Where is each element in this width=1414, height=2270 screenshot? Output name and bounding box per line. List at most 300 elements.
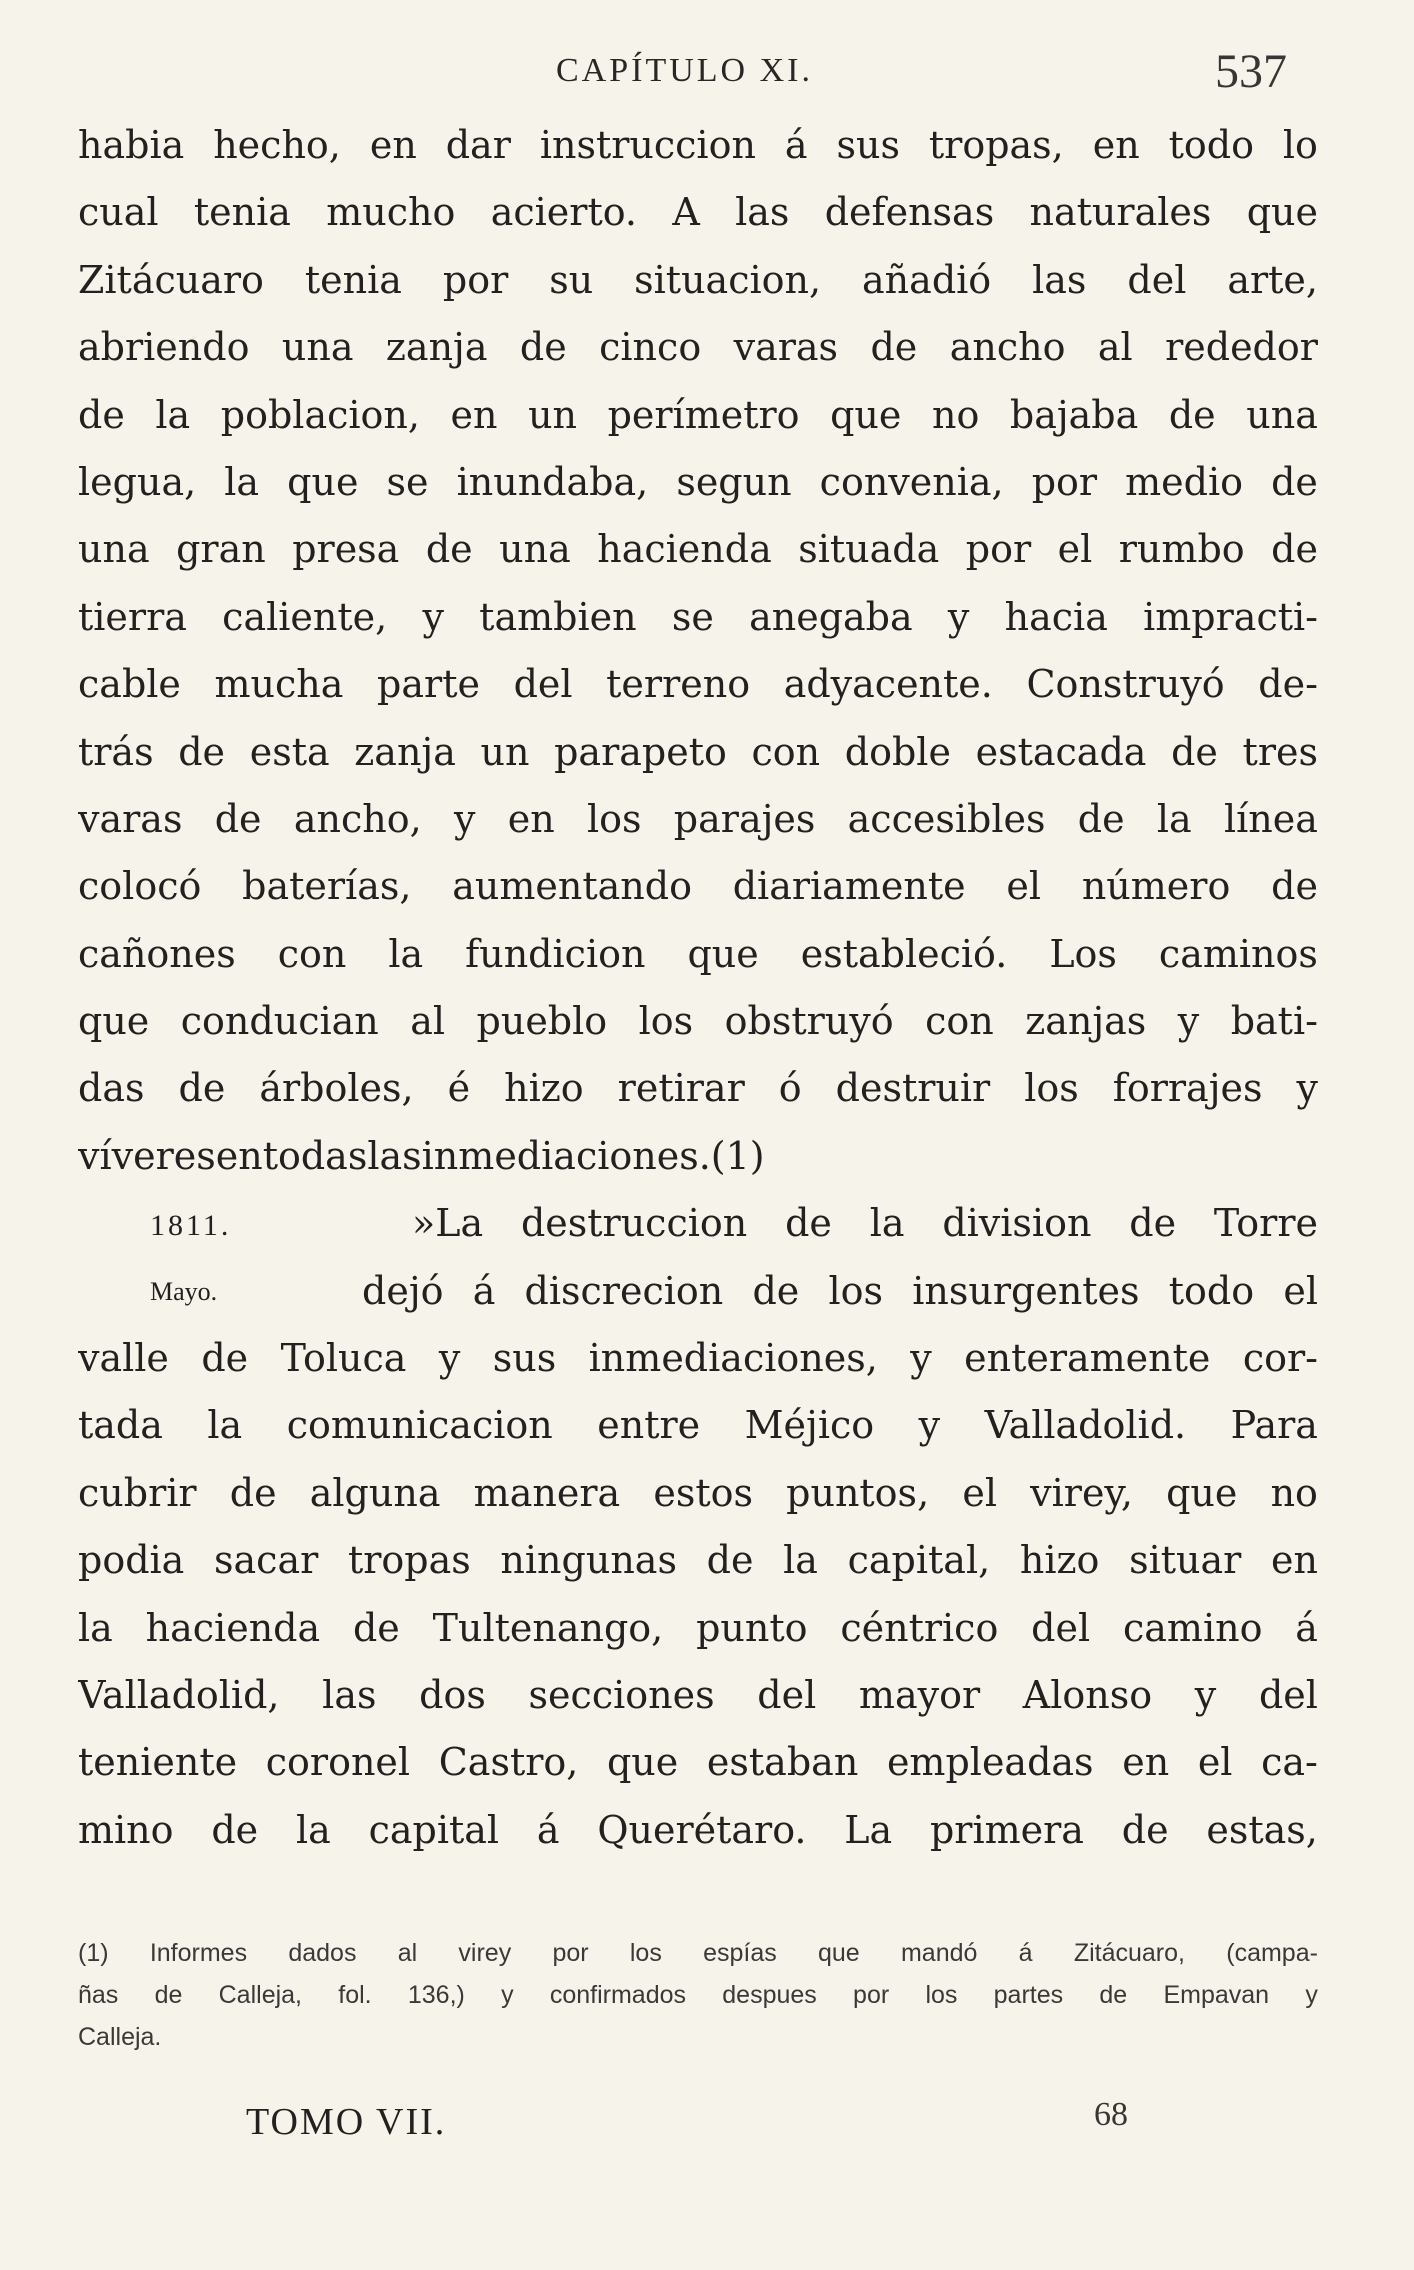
word: varas: [733, 325, 839, 370]
word: por: [965, 527, 1032, 572]
word: lo: [1282, 123, 1318, 167]
word: una: [78, 527, 150, 572]
word: instruccion: [539, 123, 756, 167]
word: á: [1018, 1939, 1033, 1967]
word: á: [472, 1268, 496, 1313]
word: capital: [368, 1807, 500, 1852]
text-line: [78, 1325, 1318, 1392]
word: los: [1024, 1066, 1079, 1111]
word: por: [442, 257, 509, 302]
word: entre: [597, 1403, 701, 1448]
word: zanjas: [1025, 999, 1147, 1044]
text-line: [78, 921, 1318, 988]
word: á: [1295, 1605, 1318, 1650]
text-line: [78, 651, 1318, 718]
word: partes: [993, 1981, 1064, 2009]
word: Zitácuaro,: [1073, 1939, 1185, 1967]
word: y: [438, 1336, 461, 1381]
word: caliente,: [222, 594, 388, 639]
word: hecho,: [213, 123, 341, 167]
word: despues: [722, 1981, 817, 2009]
word: línea: [1223, 796, 1318, 841]
text-line: [78, 1729, 1318, 1796]
word: cinco: [599, 325, 702, 370]
word: Querétaro.: [597, 1807, 807, 1852]
word: de: [519, 325, 567, 370]
body-text: [78, 112, 1318, 1864]
word: y: [1305, 1981, 1318, 2009]
word: de: [229, 1470, 277, 1515]
word: destruccion: [520, 1201, 748, 1246]
word: de: [1168, 392, 1216, 437]
word: añadió: [862, 257, 992, 302]
word: una: [499, 527, 571, 572]
word: los: [925, 1981, 958, 2009]
word: un: [480, 729, 530, 774]
word: camino: [1122, 1605, 1263, 1650]
word: del: [513, 662, 573, 707]
text-line: [78, 1123, 1318, 1190]
word: primera: [929, 1807, 1084, 1852]
word: de: [1129, 1201, 1177, 1246]
text-line: [78, 584, 1318, 651]
word: (1): [78, 1939, 109, 1967]
word: un: [528, 392, 578, 437]
word: »La: [412, 1201, 484, 1246]
word: gran: [176, 527, 266, 572]
word: bajaba: [1009, 392, 1139, 437]
word: empleadas: [886, 1740, 1094, 1785]
word: al: [397, 1939, 418, 1967]
word: las: [735, 190, 790, 235]
word: el: [1283, 1268, 1318, 1313]
text-line: [78, 1460, 1318, 1527]
word: confirmados: [549, 1981, 687, 2009]
word: de: [752, 1268, 800, 1313]
word: se: [386, 459, 429, 504]
word: de: [201, 1336, 249, 1381]
word: el: [1006, 864, 1042, 909]
word: accesibles: [847, 796, 1046, 841]
word: de: [214, 796, 262, 841]
word: las: [367, 1133, 422, 1178]
text-line: [78, 179, 1318, 246]
word: el: [1057, 527, 1093, 572]
word: obstruyó: [724, 999, 894, 1044]
word: Toluca: [280, 1336, 407, 1381]
word: y: [947, 594, 970, 639]
word: rumbo: [1118, 527, 1245, 572]
text-line-with-month: [78, 1258, 1318, 1325]
word: ca-: [1261, 1740, 1318, 1785]
marginal-note-year: 1811.: [150, 1209, 232, 1243]
word: Calleja.: [78, 2023, 162, 2051]
word: una: [281, 325, 354, 370]
word: Zitácuaro: [78, 257, 264, 302]
word: parapeto: [554, 729, 727, 774]
word: ancho,: [293, 796, 422, 841]
word: destruir: [835, 1066, 991, 1111]
word: cual: [78, 190, 159, 235]
word: hizo: [1019, 1538, 1100, 1583]
word: adyacente.: [783, 662, 993, 707]
word: en: [369, 123, 417, 167]
word: (campa-: [1226, 1939, 1318, 1967]
word: hacienda: [145, 1605, 321, 1650]
word: Los: [1049, 931, 1117, 976]
word: y: [1194, 1672, 1217, 1717]
word: mucho: [326, 190, 456, 235]
word: la: [207, 1403, 243, 1448]
word: varas: [78, 796, 183, 841]
word: que: [818, 1939, 860, 1967]
word: conducian: [180, 999, 379, 1044]
text-line: [78, 382, 1318, 449]
word: que: [606, 1740, 679, 1785]
word: secciones: [528, 1672, 715, 1717]
word: Empavan: [1163, 1981, 1270, 2009]
word: cañones: [78, 931, 236, 976]
word: discrecion: [524, 1268, 724, 1313]
word: de: [1171, 729, 1218, 774]
footnote-line: [78, 2016, 1318, 2058]
word: ningunas: [500, 1538, 677, 1583]
word: céntrico: [840, 1605, 999, 1650]
word: tambien: [479, 594, 637, 639]
word: de: [785, 1201, 832, 1246]
word: cable: [78, 662, 181, 707]
word: número: [1081, 864, 1231, 909]
word: el: [962, 1470, 997, 1515]
word: ó: [778, 1066, 802, 1111]
word: la: [869, 1201, 905, 1246]
word: espías: [703, 1939, 777, 1967]
word: de: [870, 325, 918, 370]
word: acierto.: [490, 190, 638, 235]
word: doble: [844, 729, 951, 774]
text-line: [78, 314, 1318, 381]
text-line: [78, 1662, 1318, 1729]
word: sus: [836, 123, 900, 167]
word: por: [853, 1981, 890, 2009]
word: que: [78, 999, 150, 1044]
word: tenia: [304, 257, 402, 302]
word: naturales: [1029, 190, 1212, 235]
word: todo: [1168, 123, 1254, 167]
word: Tultenango,: [432, 1605, 664, 1650]
word: dados: [288, 1939, 357, 1967]
text-line: [78, 853, 1318, 920]
word: con: [751, 729, 821, 774]
word: medio: [1125, 459, 1244, 504]
page-number: 537: [1215, 45, 1287, 98]
word: terreno: [606, 662, 751, 707]
word: en: [1122, 1740, 1170, 1785]
word: árboles,: [259, 1066, 414, 1111]
word: en: [215, 1133, 263, 1178]
word: ñas: [78, 1981, 119, 2009]
word: y: [453, 796, 476, 841]
word: no: [1270, 1470, 1318, 1515]
word: manera: [473, 1470, 621, 1515]
word: y: [918, 1403, 941, 1448]
text-line: [78, 1392, 1318, 1459]
word: del: [1127, 257, 1187, 302]
word: virey,: [1030, 1470, 1133, 1515]
word: Castro,: [438, 1740, 579, 1785]
word: sacar: [214, 1538, 319, 1583]
text-line: [78, 1527, 1318, 1594]
word: Para: [1230, 1403, 1318, 1448]
word: de-: [1258, 662, 1318, 707]
word: ancho: [949, 325, 1066, 370]
word: poblacion,: [220, 392, 420, 437]
word: arte,: [1227, 257, 1318, 302]
word: mandó: [900, 1939, 978, 1967]
text-line: [78, 112, 1318, 179]
word: por: [552, 1939, 589, 1967]
word: víveres: [78, 1133, 216, 1178]
word: en: [450, 392, 498, 437]
text-line: [78, 516, 1318, 583]
word: forrajes: [1112, 1066, 1263, 1111]
word: zanja: [354, 729, 456, 774]
word: que: [1246, 190, 1318, 235]
word: legua,: [78, 459, 197, 504]
word: por: [1031, 459, 1098, 504]
word: de: [706, 1538, 754, 1583]
word: situada: [798, 527, 940, 572]
word: y: [422, 594, 444, 639]
text-line: [78, 247, 1318, 314]
word: de: [178, 1066, 226, 1111]
word: la: [295, 1807, 331, 1852]
word: que: [287, 459, 359, 504]
text-line: [78, 1595, 1318, 1662]
word: estaban: [706, 1740, 859, 1785]
word: dar: [445, 123, 511, 167]
word: que: [1166, 1470, 1238, 1515]
word: parajes: [673, 796, 816, 841]
word: impracti-: [1143, 594, 1318, 639]
word: trás: [78, 729, 154, 774]
word: la: [78, 1605, 113, 1650]
word: una: [1246, 392, 1318, 437]
word: anegaba: [749, 594, 913, 639]
word: habia: [78, 123, 185, 167]
word: que: [687, 931, 759, 976]
word: de: [1077, 796, 1125, 841]
word: Calleja,: [218, 1981, 302, 2009]
word: hizo: [504, 1066, 584, 1111]
word: de: [178, 729, 226, 774]
word: sus: [492, 1336, 557, 1381]
word: cor-: [1242, 1336, 1318, 1381]
word: inmediaciones,: [588, 1336, 878, 1381]
word: á: [536, 1807, 560, 1852]
word: y: [1177, 999, 1200, 1044]
word: de: [1121, 1807, 1169, 1852]
word: los: [586, 796, 642, 841]
word: tierra: [78, 594, 187, 639]
word: la: [783, 1538, 818, 1583]
word: 136,): [407, 1981, 465, 2009]
word: presa: [292, 527, 400, 572]
word: virey: [458, 1939, 512, 1967]
word: al: [1097, 325, 1133, 370]
footnote: [78, 1932, 1318, 2058]
word: Torre: [1213, 1201, 1318, 1246]
word: pueblo: [476, 999, 608, 1044]
word: no: [931, 392, 980, 437]
word: con: [277, 931, 347, 976]
text-line-content: [362, 1258, 1318, 1325]
text-line: [78, 1055, 1318, 1122]
word: cubrir: [78, 1470, 197, 1515]
word: puntos,: [786, 1470, 930, 1515]
footnote-line: [78, 1974, 1318, 2016]
word: inundaba,: [456, 459, 649, 504]
word: se: [671, 594, 714, 639]
word: esta: [249, 729, 330, 774]
word: tada: [78, 1403, 163, 1448]
word: en: [1092, 123, 1140, 167]
word: al: [410, 999, 446, 1044]
text-line-content: [412, 1190, 1318, 1257]
word: Informes: [149, 1939, 248, 1967]
word: la: [1156, 796, 1192, 841]
word: caminos: [1158, 931, 1318, 976]
word: La: [844, 1807, 893, 1852]
word: y: [910, 1336, 932, 1381]
word: estacada: [975, 729, 1147, 774]
word: estableció.: [800, 931, 1008, 976]
footnote-line: [78, 1932, 1318, 1974]
word: situar: [1129, 1538, 1242, 1583]
word: con: [925, 999, 994, 1044]
word: division: [942, 1201, 1092, 1246]
word: tres: [1242, 729, 1318, 774]
word: podia: [78, 1538, 185, 1583]
word: y: [1296, 1066, 1318, 1111]
text-line-with-year: [78, 1190, 1318, 1257]
word: punto: [696, 1605, 808, 1650]
word: los: [638, 999, 694, 1044]
word: de: [352, 1605, 400, 1650]
word: capital,: [847, 1538, 991, 1583]
word: tropas,: [928, 123, 1064, 167]
word: defensas: [824, 190, 995, 235]
text-line: [78, 786, 1318, 853]
word: fundicion: [465, 931, 646, 976]
chapter-title: CAPÍTULO XI.: [556, 52, 813, 89]
word: mayor: [858, 1672, 981, 1717]
word: teniente: [78, 1740, 238, 1785]
word: convenia,: [819, 459, 1004, 504]
word: zanja: [385, 325, 488, 370]
word: estas,: [1206, 1807, 1318, 1852]
word: valle: [78, 1336, 169, 1381]
word: parte: [377, 662, 480, 707]
word: Valladolid,: [78, 1672, 280, 1717]
word: situacion,: [634, 257, 822, 302]
word: rededor: [1165, 325, 1318, 370]
word: retirar: [617, 1066, 745, 1111]
word: comunicacion: [286, 1403, 553, 1448]
word: los: [828, 1268, 884, 1313]
word: de: [211, 1807, 259, 1852]
word: inmediaciones.: [421, 1133, 711, 1178]
word: y: [501, 1981, 514, 2009]
word: de: [154, 1981, 183, 2009]
word: alguna: [309, 1470, 441, 1515]
volume-label: TOMO VII.: [246, 2101, 447, 2143]
word: hacia: [1004, 594, 1108, 639]
word: diariamente: [732, 864, 966, 909]
word: aumentando: [452, 864, 692, 909]
word: coronel: [265, 1740, 411, 1785]
word: tropas: [347, 1538, 471, 1583]
text-line: [78, 988, 1318, 1055]
text-line: [78, 449, 1318, 516]
word: la: [155, 392, 191, 437]
word: á: [784, 123, 808, 167]
word: los: [629, 1939, 662, 1967]
word: abriendo: [78, 325, 250, 370]
word: bati-: [1230, 999, 1318, 1044]
word: de: [1271, 864, 1318, 909]
word: de: [78, 392, 125, 437]
word: estos: [653, 1470, 753, 1515]
word: colocó: [78, 864, 202, 909]
word: del: [757, 1672, 817, 1717]
word: dejó: [362, 1268, 444, 1313]
word: segun: [676, 459, 792, 504]
word: A: [672, 190, 700, 235]
word: insurgentes: [912, 1268, 1140, 1313]
running-head: [0, 45, 1414, 100]
word: las: [322, 1672, 377, 1717]
word: su: [549, 257, 594, 302]
word: (1): [710, 1133, 765, 1178]
word: todas: [262, 1133, 368, 1178]
word: la: [388, 931, 424, 976]
word: del: [1258, 1672, 1318, 1717]
marginal-note-month: Mayo.: [150, 1276, 218, 1306]
word: fol.: [338, 1981, 372, 2009]
word: del: [1031, 1605, 1091, 1650]
word: perímetro: [607, 392, 800, 437]
printer-signature: 68: [1094, 2096, 1128, 2133]
word: enteramente: [964, 1336, 1211, 1381]
word: Alonso: [1022, 1672, 1153, 1717]
page-footer: [0, 2096, 1414, 2150]
word: dos: [419, 1672, 486, 1717]
word: la: [224, 459, 260, 504]
word: todo: [1168, 1268, 1255, 1313]
text-line: [78, 719, 1318, 786]
word: de: [425, 527, 473, 572]
word: tenia: [193, 190, 291, 235]
word: baterías,: [242, 864, 412, 909]
word: el: [1197, 1740, 1233, 1785]
word: Construyó: [1026, 662, 1225, 707]
word: é: [447, 1066, 471, 1111]
word: en: [507, 796, 555, 841]
word: hacienda: [597, 527, 772, 572]
word: de: [1099, 1981, 1128, 2009]
word: en: [1270, 1538, 1318, 1583]
